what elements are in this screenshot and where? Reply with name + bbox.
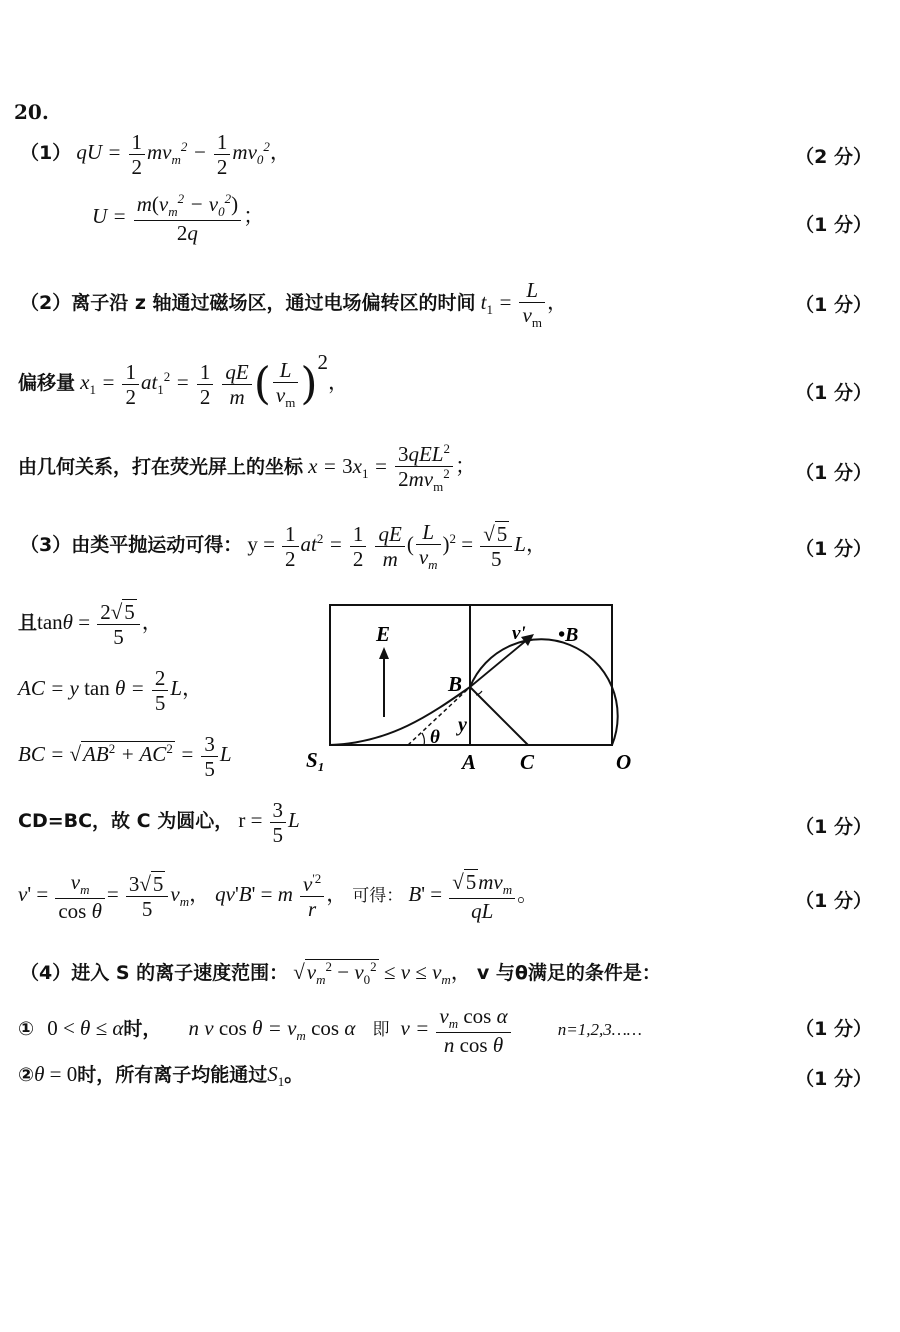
part3-label: （3） (20, 534, 72, 557)
part4-case1-mark: ① (18, 1018, 35, 1041)
label-O: O (616, 750, 632, 774)
part1-score-b: （1 分） (795, 214, 872, 236)
part2-label: （2） (20, 292, 72, 315)
label-C: C (520, 750, 535, 774)
part2-score-c: （1 分） (795, 462, 872, 484)
part4-text-b: v 与θ满足的条件是： (476, 962, 661, 984)
part4-text-a: 进入 S 的离子速度范围： (71, 962, 289, 984)
part2-line-a: （2）离子沿 z 轴通过磁场区，通过电场偏转区的时间 $t_1$ = $\frac{L}{v_m}$ ， (20, 278, 568, 331)
part4-case1: ① 0 < θ ≤ α时， n v $\cos \theta = v_m$ cos α 即 v = $\frac{v_m \cos \alpha}{\text{n cos θ}}$ n=1,2,3…… (18, 1004, 642, 1058)
part3-text-b: 且 (18, 612, 38, 635)
part3-score-cd: （1 分） (795, 816, 872, 838)
part3-score-v: （1 分） (795, 890, 872, 912)
velocity-arrow (470, 639, 528, 687)
part3-tan: 且tanθ = $\frac{2√5}{5}$ ， (18, 600, 163, 650)
part2-line-c: 由几何关系，打在荧光屏上的坐标 $x = 3x_1$ = $\frac{3qEL^2}{2mv_m^2}$ ； (18, 441, 476, 495)
part2-text-c: 由几何关系，打在荧光屏上的坐标 (18, 456, 304, 479)
label-S1: S₁ (306, 748, 326, 772)
circle-arc (470, 639, 618, 745)
part3-text-get: 可得： (352, 886, 404, 907)
label-B: B (448, 672, 463, 696)
label-A: A (462, 750, 477, 774)
part4-case2-text: 时，所有离子均能通过 (77, 1064, 268, 1086)
label-E: E (376, 622, 391, 646)
part4-case1-ji: 即 (372, 1020, 390, 1041)
theta-arc (422, 733, 424, 745)
radius-line (470, 687, 528, 745)
part4-case1-when: 时， (123, 1018, 162, 1041)
part4-case2-mark: ② (18, 1064, 35, 1086)
part1-label: （1） (20, 142, 72, 165)
field-arrowhead (379, 647, 389, 659)
part1-score-a: （2 分） (795, 146, 872, 168)
part2-text-b: 偏移量 (18, 372, 76, 395)
part4-line-a: （4）进入 S 的离子速度范围： $√v_m^2 - v_0^2 \le v \le v_m$， v 与θ满足的条件是： (20, 959, 661, 988)
part4-label: （4） (20, 962, 72, 984)
part2-score-b: （1 分） (795, 382, 872, 404)
part1-eq2: U = $\frac{m(v_m^2 - v_0^2)}{2q}$ ； (92, 191, 265, 246)
part3-vprime: v' = $\frac{v_m}{\text{cos θ}}$ = $\frac{3√5}{5}$ $v_m$， qv'B' = m $\frac{v^{'2}}{r}$ ， 可得： B' = $\frac{√5mv_m}{qL}$ 。 (18, 870, 539, 924)
part3-text-cd: CD=BC，故 C 为圆心， (18, 810, 234, 833)
problem-number: 20. (14, 100, 49, 124)
part4-case1-n: n=1,2,3…… (557, 1020, 642, 1040)
label-theta: θ (430, 727, 440, 748)
part2-score-a: （1 分） (795, 294, 872, 316)
part4-score-2: （1 分） (795, 1068, 872, 1090)
label-y: y (458, 714, 467, 736)
part2-line-b: 偏移量 $x_1$ = $\frac{1}{2}$ $at_1^2$ = $\frac{1}{2}$ $\frac{qE}{m}$ ( $\frac{L}{v_m}$ )$^2$， (18, 349, 350, 411)
part3-cd: CD=BC，故 C 为圆心， r = $\frac{3}{5}$ L (18, 798, 300, 848)
part3-line-a: （3）由类平抛运动可得： y = $\frac{1}{2}$ $at^2$ = $\frac{1}{2}$ $\frac{qE}{m}$ ( $\frac{L}{v_m}$ )$^2$ = $\frac{√5}{5}$ L， (20, 520, 547, 573)
part3-bc: BC = $√AB^2 + AC^2$ = $\frac{3}{5}$ L (18, 732, 232, 782)
part3-score-a: （1 分） (795, 538, 872, 560)
physics-diagram (300, 595, 645, 780)
part4-score-1: （1 分） (795, 1018, 872, 1040)
part1-eq1: （1） qU = $\frac{1}{2}$ $mv_m^2$ − $\frac{1}{2}$ $mv_0^2$， (20, 130, 291, 180)
label-B-field: •B (558, 624, 579, 646)
part3-ac: AC = y tan θ = $\frac{2}{5}$ L， (18, 666, 204, 716)
part3-text-a: 由类平抛运动可得： (71, 534, 243, 557)
part4-case2: ②θ = 0时，所有离子均能通过$S_1$。 (18, 1062, 304, 1090)
label-v-prime: v' (512, 623, 526, 644)
part2-text-a: 离子沿 z 轴通过磁场区，通过电场偏转区的时间 (71, 292, 476, 315)
